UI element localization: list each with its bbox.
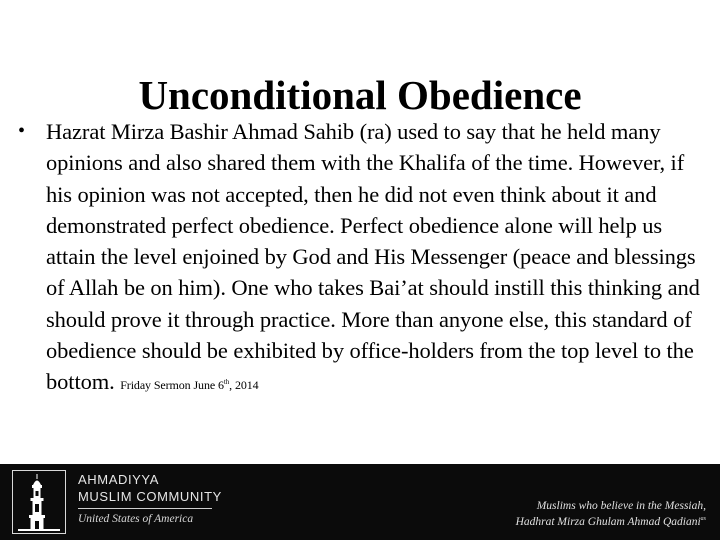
citation [120,378,258,392]
tagline-line2-text: Hadhrat Mirza Ghulam Ahmad Qadiani [515,516,701,528]
tagline-line1: Muslims who believe in the Messiah, [536,500,706,512]
org-region: United States of America [78,513,194,525]
org-name-line2: MUSLIM COMMUNITY [78,489,222,504]
citation-sup: th [223,378,230,387]
bullet-list [18,116,708,402]
minaret-icon [12,470,66,534]
org-name-line1: AHMADIYYA [78,472,160,487]
citation-prefix: Friday Sermon June 6 [120,378,224,393]
org-divider [78,508,212,509]
bullet-text: Hazrat Mirza Bashir Ahmad Sahib (ra) used to say that he held many opinions and also shared them with the Khalifa of the time. However, if his opinion was not accepted, then he did not even think about it and demonstrated perfect obedience. Perfect obedience alone will help us attain the level enjoined by God and His Messenger (peace and blessings of Allah be on him). One who takes Bai’at should instill this thinking and should prove it through practice. More than anyone else, this standard of obedience should be exhibited by office-holders from the top level to the bottom. [46,119,700,395]
footer-banner [0,464,720,540]
bullet-item [18,116,708,402]
tagline-honorific: as [700,516,706,523]
citation-suffix: , 2014 [229,378,259,393]
slide-title: Unconditional Obedience [138,72,582,119]
tagline-line2 [516,516,706,528]
bullet-icon: • [18,120,25,142]
